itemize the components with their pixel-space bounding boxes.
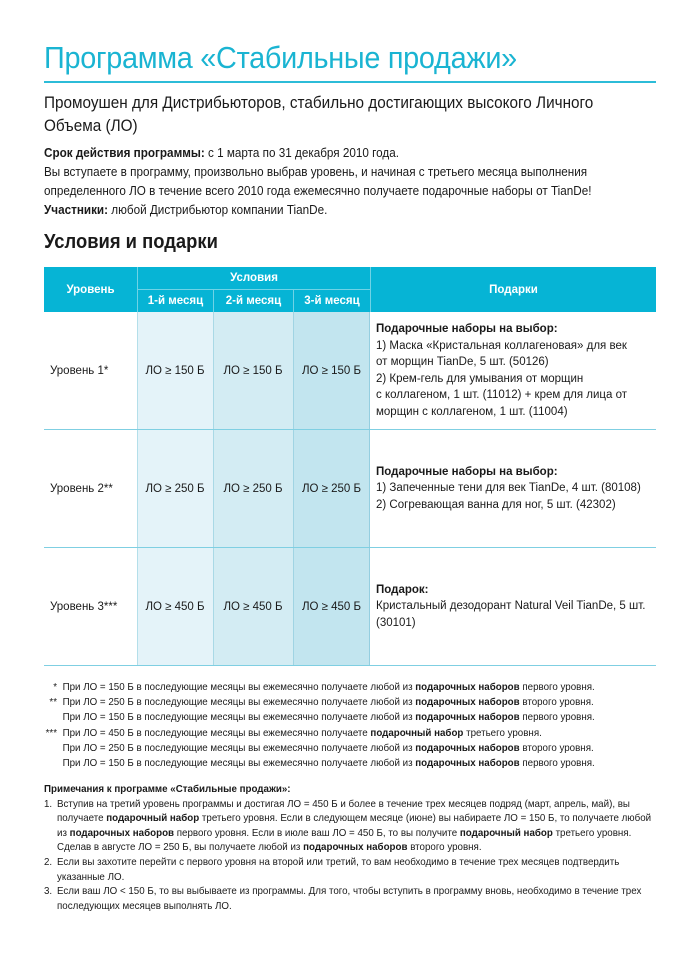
footnote: *** При ЛО = 450 Б в последующие месяцы вы ежемесячно получаете подарочный набор третьего уровня. [44,726,695,741]
intro-line-2: Вы вступаете в программу, произвольно выбрав уровень, и начиная с третьего месяца выполнения [44,164,588,179]
month-1-cell: ЛО ≥ 250 Б [145,482,205,495]
footnote-mark [44,741,63,756]
month-3-cell: ЛО ≥ 450 Б [301,600,362,613]
gift-line: (30101) [376,616,416,629]
title-divider [44,81,656,83]
footnotes [44,680,695,771]
footnote: При ЛО = 150 Б в последующие месяцы вы ежемесячно получаете любой из подарочных наборов первого уровня. [44,710,695,725]
note-text: Вступив на третий уровень программы и достигая ЛО = 450 Б и более в течение трех месяцев подряд (март, апрель, май), вы получаете подарочный набор третьего уровня. Если в следующем месяце (июне) вы набираете ЛО = 150 Б, то получаете любой из подарочных наборов первого уровня. Если в июле ваш ЛО = 450 Б, то вы получите подарочный набор третьего уровня. Сделав в августе ЛО = 250 Б, вы получаете любой из подарочных наборов второго уровня. [57,797,652,854]
conditions-gifts-table [44,267,656,666]
gift-line: 2) Крем-гель для умывания от морщин [376,372,584,385]
page-subtitle: Промоушен для Дистрибьюторов, стабильно достигающих высокого Личного Объема (ЛО) [44,93,594,135]
participants [44,200,656,219]
month-1-cell: ЛО ≥ 150 Б [145,364,205,377]
footnote: ** При ЛО = 250 Б в последующие месяцы вы ежемесячно получаете любой из подарочных наборов второго уровня. [44,695,695,710]
footnote-mark [44,710,63,725]
header-conditions: Условия [137,267,370,290]
program-term-value: с 1 марта по 31 декабря 2010 года. [204,145,400,160]
gift-line: 1) Запеченные тени для век TianDe, 4 шт. (80108) [376,482,641,495]
level-cell: Уровень 3*** [50,600,118,613]
intro-line-3: определенного ЛО в течение всего 2010 года ежемесячно получаете подарочные наборы от TianDe! [44,183,592,198]
program-term-label: Срок действия программы: [44,145,205,160]
footnote-mark: ** [49,696,58,709]
header-month-3: 3-й месяц [293,290,370,312]
month-3-cell: ЛО ≥ 150 Б [301,364,362,377]
footnote: * При ЛО = 150 Б в последующие месяцы вы ежемесячно получаете любой из подарочных наборов первого уровня. [44,680,695,695]
note-number: 2. [44,855,53,868]
table-row [44,548,656,666]
footnote: При ЛО = 150 Б в последующие месяцы вы ежемесячно получаете любой из подарочных наборов первого уровня. [44,756,695,771]
gift-line: с коллагеном, 1 шт. (11012) + крем для лица от [376,389,628,401]
section-title-conditions: Условия и подарки [44,231,218,253]
participants-label: Участники: [44,202,109,217]
participants-value: любой Дистрибьютор компании TianDe. [108,202,328,217]
gifts-title: Подарочные наборы на выбор: [376,465,558,478]
footnote-mark: * [53,681,58,693]
table-row [44,312,656,430]
footnote-mark: *** [45,726,58,739]
note-number: 1. [44,797,53,810]
intro-block [44,143,656,219]
gifts-cell [376,312,656,429]
note-number: 3. [44,885,53,898]
header-level: Уровень [66,283,115,296]
header-month-1: 1-й месяц [137,290,213,312]
month-2-cell: ЛО ≥ 450 Б [223,600,283,613]
level-cell: Уровень 1* [50,364,109,377]
gift-line: Кристальный дезодорант Natural Veil TianDe, 5 шт. [376,600,646,613]
gifts-title: Подарочные наборы на выбор: [376,323,558,335]
month-3-cell: ЛО ≥ 250 Б [301,482,362,495]
note-text: Если вы захотите перейти с первого уровня на второй или третий, то вам необходимо в течение трех месяцев подтвердить указанные ЛО. [57,855,620,883]
month-2-cell: ЛО ≥ 150 Б [223,364,283,377]
gifts-title: Подарок: [376,583,429,596]
footnote-mark [44,756,63,771]
note-item [44,855,658,884]
table-header [44,267,656,312]
month-1-cell: ЛО ≥ 450 Б [145,600,205,613]
gift-line: 1) Маска «Кристальная коллагеновая» для век [376,339,627,352]
program-term [44,143,656,162]
footnote: При ЛО = 250 Б в последующие месяцы вы ежемесячно получаете любой из подарочных наборов второго уровня. [44,741,695,756]
page-title: Программа «Стабильные продажи» [44,40,517,75]
header-month-2: 2-й месяц [213,290,293,312]
notes-title: Примечания к программе «Стабильные продажи»: [44,783,291,795]
gifts-cell [376,430,656,547]
month-2-cell: ЛО ≥ 250 Б [223,482,283,495]
gift-line: от морщин TianDe, 5 шт. (50126) [376,356,549,368]
gift-line: морщин с коллагеном, 1 шт. (11004) [376,405,568,418]
gift-line: 2) Согревающая ванна для ног, 5 шт. (42302) [376,498,616,511]
gifts-cell [376,548,656,665]
note-item [44,884,658,913]
note-item [44,797,658,855]
note-text: Если ваш ЛО < 150 Б, то вы выбываете из программы. Для того, чтобы вступить в программу вновь, необходимо в течение трех последующих месяцев выполнять ЛО. [57,885,642,912]
header-gifts: Подарки [370,267,656,312]
table-row [44,430,656,548]
program-notes [44,782,658,913]
level-cell: Уровень 2** [50,482,113,495]
